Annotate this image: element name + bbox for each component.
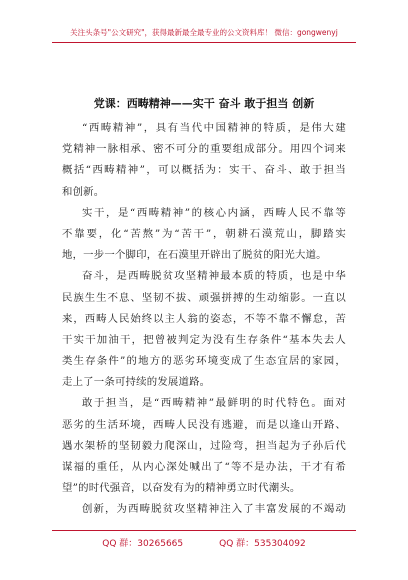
text-line: 敢于担当，是“西畴精神”最鲜明的时代特色。面对 [82,397,346,410]
text-line: 谋福的重任，从内心深处喊出了“等不是办法，干才有希 [62,461,346,473]
text-line: 走上了一条可持续的发展道路。 [62,376,211,389]
text-line: 来，西畴人民始终以主人翁的姿态，不等不靠不懈怠，苦 [62,312,346,325]
text-line: 创新，为西畴脱贫攻坚精神注入了丰富发展的不竭动 [82,503,346,516]
text-line: 地，一步一个脚印，在石漠里开辟出了脱贫的阳光大道。 [62,249,327,262]
page-footer [0,536,408,549]
text-line: 类生存条件”的地方的恶劣环境变成了生态宜居的家园， [62,355,346,368]
footer-qq-group-2: QQ 群：535304092 [219,539,306,549]
text-line: 实干，是“西畴精神”的核心内涵，西畴人民不靠等 [82,206,346,219]
text-line: 和创新。 [62,185,105,198]
document-title: 党课：西畴精神——实干 奋斗 敢于担当 创新 [93,97,315,110]
document-body [62,118,346,521]
page-header: 关注头条号"公文研究"，获得最新最全最专业的公文资料库！ 微信：gongwenyj [70,28,338,37]
text-line: 概括“西畴精神”，可以概括为：实干、奋斗、敢于担当 [62,164,346,177]
text-line: 奋斗，是西畴脱贫攻坚精神最本质的特质，也是中华 [82,270,346,283]
header-divider [52,42,356,43]
text-line: 望”的时代强音，以奋发有为的精神勇立时代潮头。 [62,482,301,495]
text-line: 党精神一脉相承、密不可分的重要组成部分。用四个词来 [62,143,346,156]
text-line: 恶劣的生活环境，西畴人民没有逃避，而是以逢山开路、 [62,418,346,431]
footer-divider [52,530,356,531]
footer-qq-group-1: QQ 群：30265665 [102,539,184,549]
text-line: 遇水架桥的坚韧毅力爬深山，过险弯，担当起为子孙后代 [62,439,346,452]
text-line: “西畴精神”，具有当代中国精神的特质，是伟大建 [82,122,346,134]
text-line: 不靠要，化“苦熬”为“苦干”，朝耕石漠荒山，脚踏实 [62,227,346,240]
text-line: 民族生生不息、坚韧不拔、顽强拼搏的生动缩影。一直以 [62,291,346,304]
text-line: 干实干加油干，把曾被判定为没有生存条件“基本失去人 [62,333,346,346]
